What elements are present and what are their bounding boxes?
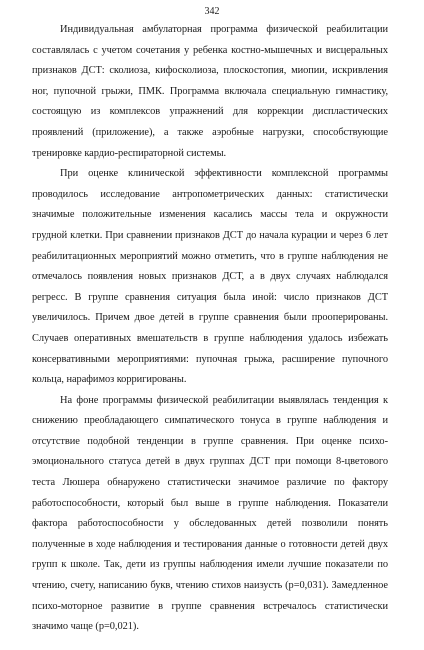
paragraph-sympathetic-tone: На фоне программы физической реабилитации выявлялась тенденция к снижению преобладающего симпатического тонуса в группе наблюдения и отсутствие подобной тенденции в группе сравнения. При оценке психо-эмоционального статуса детей в двух группах ДСТ при помощи 8-цветового теста Люшера обнаружено статистически значимое различие по фактору работоспособности, который был выше в группе наблюдения. Показатели фактора работоспособности у обследованных детей позволили понять полученные в ходе наблюдения и тестирования данные о готовности детей двух групп к школе. Так, дети из группы наблюдения имели лучшие показатели по чтению, счету, написанию букв, чтению стихов наизусть (р=0,031). Замедленное психо-моторное развитие в группе сравнения встречалось статистически значимо чаще (р=0,021). — [32, 394, 388, 633]
paragraph-clinical-effectiveness: При оценке клинической эффективности комплексной программы проводилось исследование антропометрических данных: статистически значимые положительные изменения касались массы тела и окружности грудной клетки. При сравнении признаков ДСТ до начала курации и через 6 лет реабилитационных мероприятий можно отметить, что в группе наблюдения не отмечалось появления новых признаков ДСТ, а в двух случаях наблюдался регресс. В группе сравнения ситуация была иной: число признаков ДСТ увеличилось. Причем двое детей в группе сравнения были прооперированы. Случаев оперативных вмешательств в группе наблюдения удалось избежать консервативными мероприятиями: пупочная грыжа, расширение пупочного кольца, нарафимоз корригированы. — [32, 168, 388, 386]
page-number: 342 — [204, 6, 220, 17]
paragraph-rehabilitation-program: Индивидуальная амбулаторная программа физической реабилитации составлялась с учетом сочетания у ребенка костно-мышечных и висцеральных признаков ДСТ: сколиоза, кифосколиоза, плоскостопия, миопии, искривления ног, пупочной грыжи, ПМК. Программа включала специальную гимнастику, состоящую из комплексов упражнений для коррекции диспластических проявлений (приложение), а также аэробные нагрузки, способствующие тренировке кардио-респираторной системы. — [32, 24, 388, 159]
text-body — [32, 20, 388, 638]
